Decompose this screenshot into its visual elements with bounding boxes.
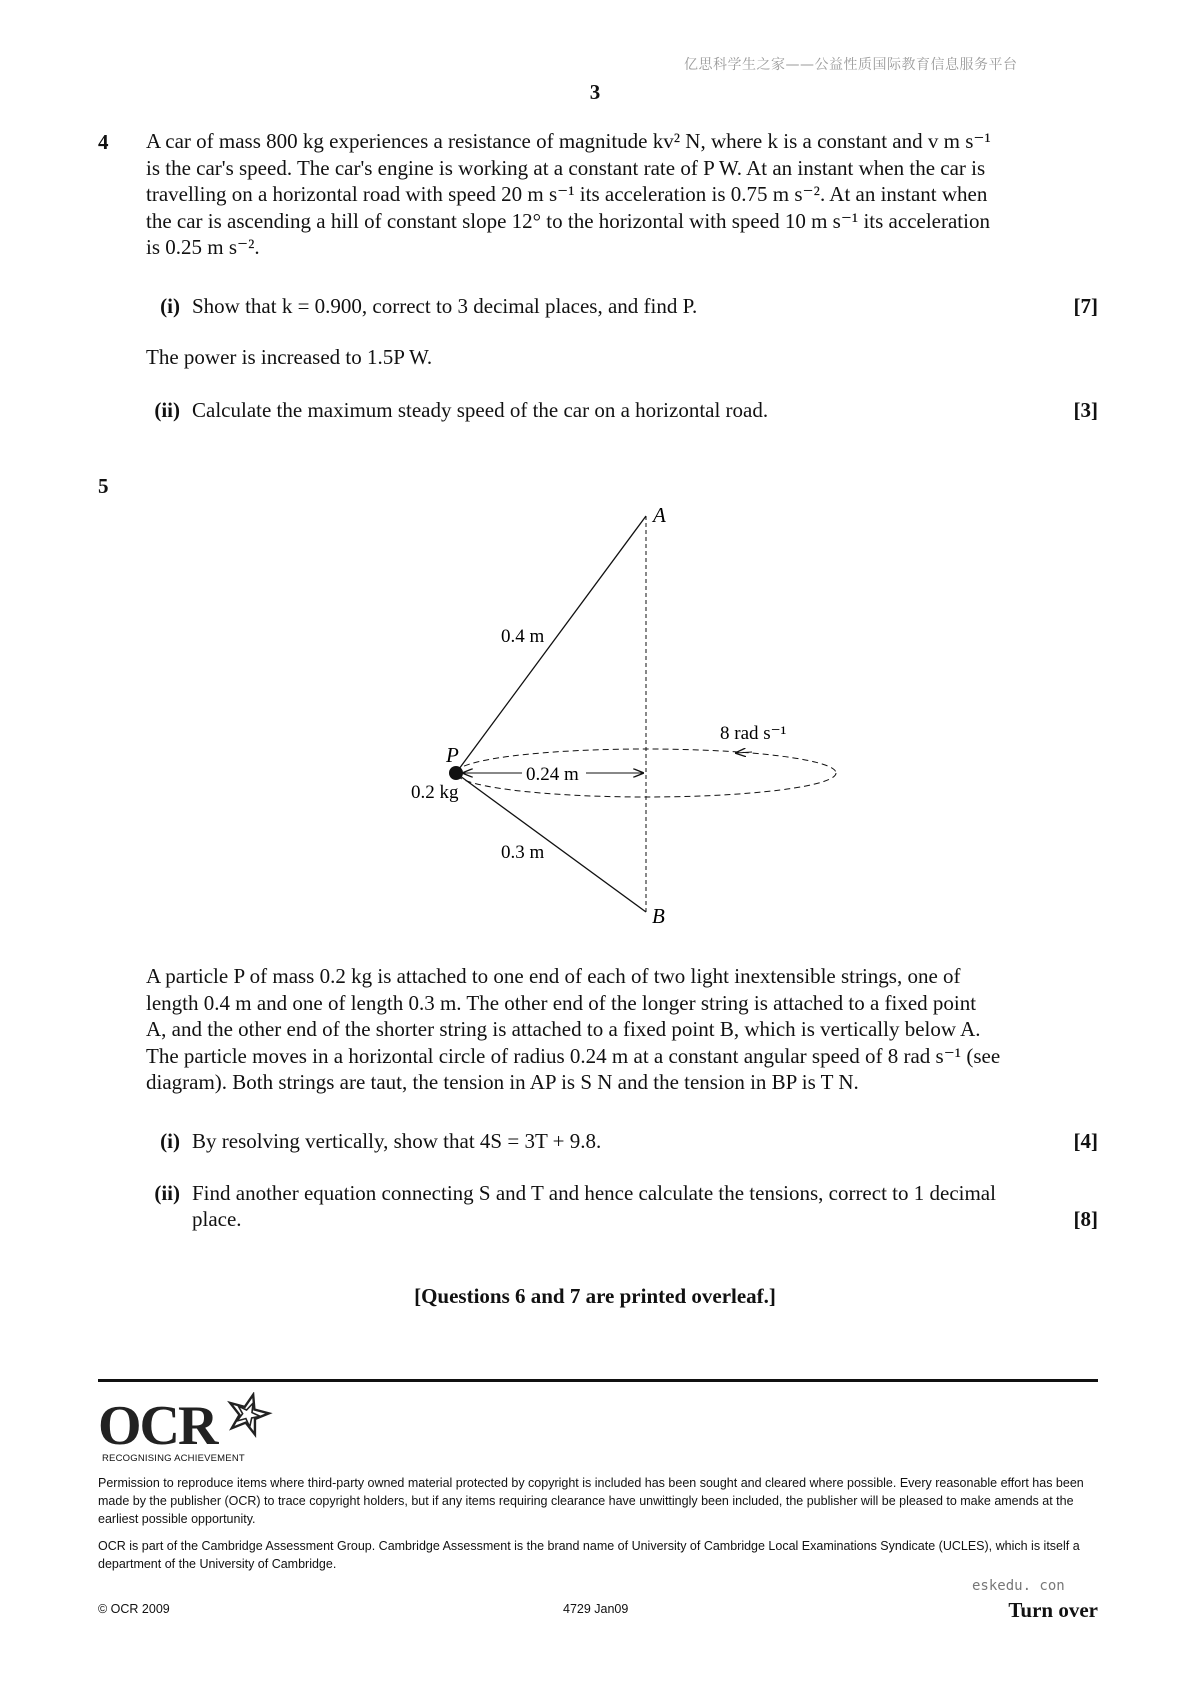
string-ap — [456, 516, 646, 773]
q4-part-i-label: (i) — [160, 294, 180, 318]
q5-stem-line-1: A particle P of mass 0.2 kg is attached to one end of each of two light inextensible strings, one of — [146, 964, 961, 988]
label-mass: 0.2 kg — [411, 782, 459, 803]
q5-part-ii — [146, 1180, 1098, 1234]
label-upper-string: 0.4 m — [501, 626, 545, 647]
permission-text: Permission to reproduce items where third-party owned material protected by copyright is included has been sought and cleared where possible. Every reasonable effort has been made by the publisher (OCR) to trace copyright holders, but if any items requiring clearance have unwittingly been included, the publisher will be pleased to make amends at the earliest possible opportunity. — [98, 1476, 1084, 1526]
label-a: A — [653, 503, 666, 527]
paper-code: 4729 Jan09 — [563, 1602, 629, 1616]
q5-part-i — [146, 1128, 1098, 1156]
turn-over: Turn over — [1008, 1598, 1098, 1622]
q4-part-ii-label: (ii) — [154, 398, 180, 422]
label-p: P — [446, 743, 459, 767]
header-watermark: 亿思科学生之家——公益性质国际教育信息服务平台 — [684, 57, 1018, 73]
q4-part-ii-text: Calculate the maximum steady speed of the car on a horizontal road. — [192, 398, 769, 422]
site-watermark: eskedu. con — [972, 1578, 1065, 1594]
footer-rule — [98, 1379, 1098, 1382]
question-5-stem — [146, 963, 1098, 1096]
q5-part-ii-line-1: Find another equation connecting S and T and hence calculate the tensions, correct to 1 decimal — [192, 1181, 996, 1205]
q4-part-i-text: Show that k = 0.900, correct to 3 decimal places, and find P. — [192, 294, 698, 318]
label-angular-speed: 8 rad s⁻¹ — [720, 723, 787, 744]
label-lower-string: 0.3 m — [501, 842, 545, 863]
label-radius: 0.24 m — [526, 764, 579, 785]
ocr-logo-star-icon — [224, 1392, 272, 1437]
q4-interlude: The power is increased to 1.5P W. — [146, 345, 433, 369]
q4-part-i-mark: [7] — [1073, 294, 1098, 318]
q4-part-ii-mark: [3] — [1073, 398, 1098, 422]
q5-stem-line-3: A, and the other end of the shorter string is attached to a fixed point B, which is vertically below A. — [146, 1017, 981, 1041]
page-number: 3 — [589, 80, 601, 104]
q4-stem-line-3: travelling on a horizontal road with speed 20 m s⁻¹ its acceleration is 0.75 m s⁻². At an instant when — [146, 182, 988, 206]
q4-stem-line-1: A car of mass 800 kg experiences a resistance of magnitude kv² N, where k is a constant and v m s⁻¹ — [146, 129, 991, 153]
q4-stem-line-4: the car is ascending a hill of constant slope 12° to the horizontal with speed 10 m s⁻¹ its acceleration — [146, 208, 990, 233]
question-5-number: 5 — [98, 474, 109, 498]
ocr-logo-text: OCR — [98, 1395, 217, 1454]
ocr-tagline: RECOGNISING ACHIEVEMENT — [102, 1453, 245, 1464]
q4-stem-line-2: is the car's speed. The car's engine is working at a constant rate of P W. At an instant when the car is — [146, 155, 986, 180]
ocr-logo — [98, 1392, 278, 1454]
q5-part-i-mark: [4] — [1073, 1129, 1098, 1153]
q5-part-i-text: By resolving vertically, show that 4S = 3T + 9.8. — [192, 1129, 602, 1153]
q5-part-ii-mark: [8] — [1073, 1207, 1098, 1231]
label-b: B — [652, 904, 665, 928]
cambridge-text: OCR is part of the Cambridge Assessment Group. Cambridge Assessment is the brand name of University of Cambridge Local Examinations Syndicate (UCLES), which is itself a department of the University of Cambridge. — [98, 1539, 1080, 1571]
q4-stem-line-5: is 0.25 m s⁻². — [146, 235, 260, 259]
q5-part-ii-line-2: place. — [192, 1207, 242, 1231]
copyright: © OCR 2009 — [98, 1602, 170, 1616]
q5-stem-line-4: The particle moves in a horizontal circle of radius 0.24 m at a constant angular speed of 8 rad s⁻¹ (see — [146, 1043, 1001, 1068]
q5-stem-line-5: diagram). Both strings are taut, the tension in AP is S N and the tension in BP is T N. — [146, 1070, 859, 1094]
question-4-number: 4 — [98, 130, 109, 154]
particle-p — [449, 766, 463, 780]
overleaf-note: [Questions 6 and 7 are printed overleaf.] — [414, 1284, 776, 1308]
q5-part-i-label: (i) — [160, 1129, 180, 1153]
q5-stem-line-2: length 0.4 m and one of length 0.3 m. The other end of the longer string is attached to a fixed point — [146, 990, 977, 1015]
string-bp — [456, 773, 646, 912]
q5-part-ii-label: (ii) — [154, 1181, 180, 1205]
